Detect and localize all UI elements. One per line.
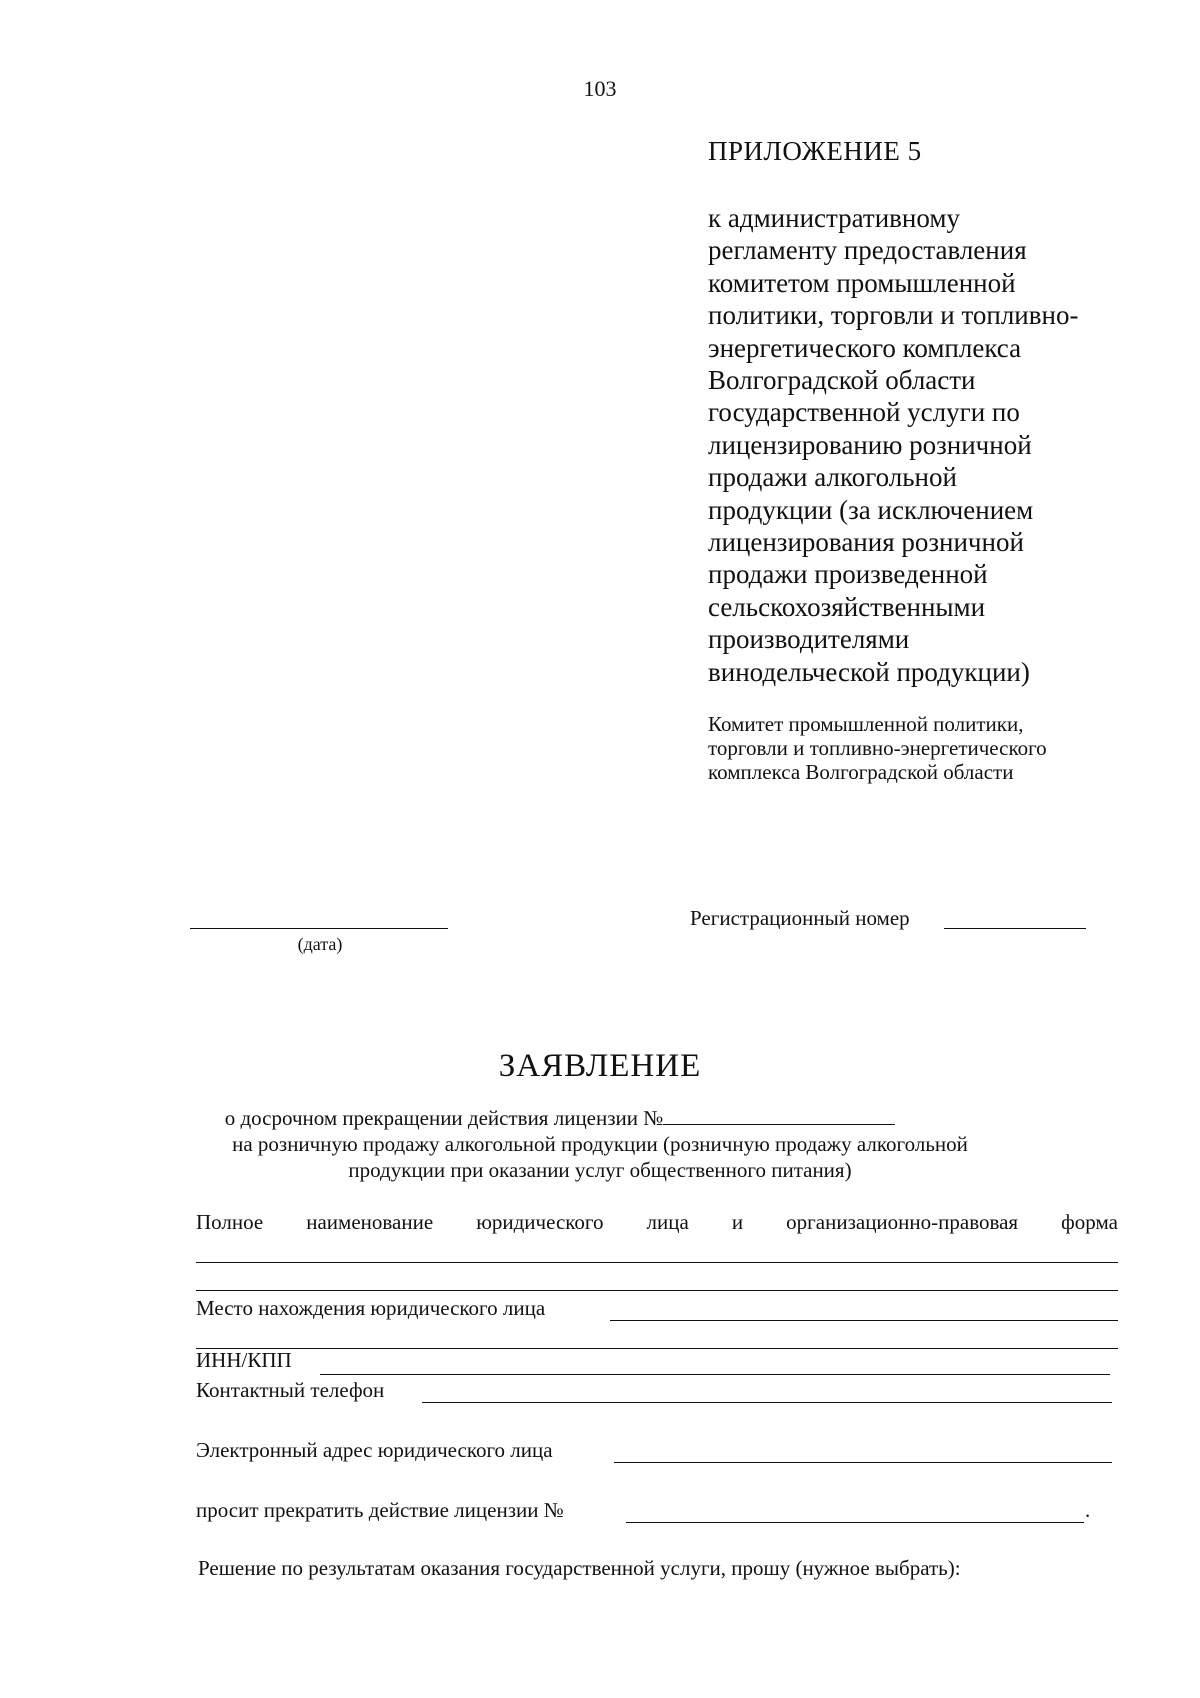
- label-word: наименование: [306, 1210, 434, 1234]
- decision-label: Решение по результатам оказания государственной услуги, прошу (нужное выбрать):: [198, 1556, 961, 1580]
- regulation-line: Волгоградской области: [708, 365, 976, 396]
- regulation-line: политики, торговли и топливно-: [708, 300, 1079, 331]
- email-label: Электронный адрес юридического лица: [196, 1438, 553, 1462]
- regulation-line: государственной услуги по: [708, 397, 1020, 428]
- label-word: форма: [1061, 1210, 1118, 1234]
- location-field[interactable]: [610, 1320, 1118, 1321]
- regulation-line: энергетического комплекса: [708, 332, 1022, 363]
- email-field[interactable]: [614, 1462, 1112, 1463]
- regulation-line: сельскохозяйственными: [708, 591, 986, 622]
- date-field-line[interactable]: [190, 928, 448, 929]
- subtitle-line: продукции при оказании услуг общественного питания): [348, 1158, 852, 1182]
- regulation-line: продукции (за исключением: [708, 494, 1034, 525]
- phone-field[interactable]: [422, 1402, 1112, 1403]
- label-word: Полное: [196, 1210, 264, 1234]
- addressee-line: комплекса Волгоградской области: [708, 760, 1014, 784]
- appendix-title: ПРИЛОЖЕНИЕ 5: [708, 136, 922, 166]
- regulation-line: продажи произведенной: [708, 559, 988, 590]
- full-name-label: [196, 1210, 1118, 1235]
- subtitle-line: на розничную продажу алкогольной продукции (розничную продажу алкогольной: [232, 1132, 968, 1156]
- location-field-line[interactable]: [196, 1348, 1118, 1349]
- subtitle-line-license: [0, 1106, 1160, 1131]
- request-license-number-field[interactable]: [626, 1522, 1084, 1523]
- regulation-reference: [708, 202, 1128, 688]
- registration-number-field[interactable]: [944, 928, 1086, 929]
- request-end-period: .: [1085, 1498, 1091, 1522]
- label-word: и: [731, 1210, 744, 1234]
- registration-number-label: Регистрационный номер: [690, 906, 910, 930]
- label-word: юридического: [476, 1210, 604, 1234]
- document-title: ЗАЯВЛЕНИЕ: [498, 1048, 702, 1084]
- subtitle-text: о досрочном прекращении действия лицензии №: [224, 1106, 664, 1130]
- full-name-field-line[interactable]: [196, 1290, 1118, 1291]
- regulation-line: лицензированию розничной: [708, 429, 1032, 460]
- label-word: лица: [646, 1210, 689, 1234]
- addressee: [708, 712, 1128, 784]
- regulation-line: лицензирования розничной: [708, 527, 1024, 558]
- addressee-line: торговли и топливно-энергетического: [708, 736, 1047, 760]
- page-number: 103: [583, 76, 617, 101]
- inn-kpp-label: ИНН/КПП: [196, 1348, 292, 1372]
- label-word: организационно-правовая: [786, 1210, 1019, 1234]
- regulation-line: винодельческой продукции): [708, 656, 1030, 687]
- regulation-line: производителями: [708, 624, 910, 655]
- phone-label: Контактный телефон: [196, 1378, 385, 1402]
- regulation-line: к административному: [708, 203, 960, 233]
- regulation-line: продажи алкогольной: [708, 462, 957, 493]
- request-label: просит прекратить действие лицензии №: [196, 1498, 564, 1522]
- regulation-line: регламенту предоставления: [708, 235, 1027, 266]
- regulation-line: комитетом промышленной: [708, 267, 1016, 298]
- license-number-field[interactable]: [663, 1110, 895, 1125]
- location-label: Место нахождения юридического лица: [196, 1296, 546, 1320]
- addressee-line: Комитет промышленной политики,: [708, 712, 1024, 736]
- inn-kpp-field[interactable]: [320, 1374, 1110, 1375]
- full-name-field-line[interactable]: [196, 1262, 1118, 1263]
- date-caption: (дата): [297, 934, 343, 954]
